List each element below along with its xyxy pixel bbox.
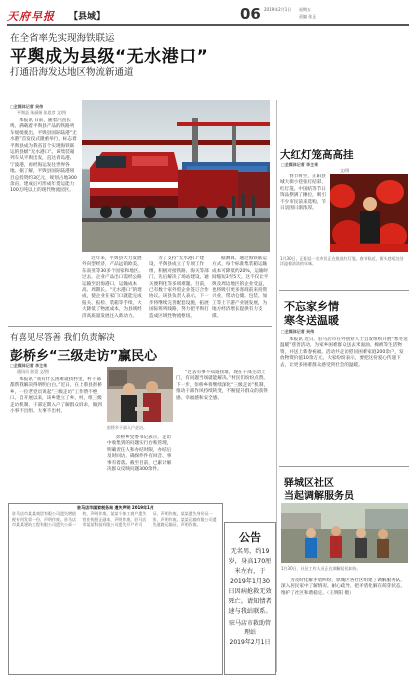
- sidebar-top-rule: [276, 100, 277, 672]
- lead-byline: □全媒体记者 吴伟: [10, 104, 44, 109]
- visit-photo: [107, 367, 173, 422]
- second-col-1: [10, 377, 104, 500]
- mediation-photo: [281, 503, 408, 563]
- lead-divider: [8, 326, 272, 327]
- second-col-3: [176, 370, 272, 500]
- hometown-headline-1: 不忘家乡情: [284, 300, 339, 313]
- lead-credits: 平舆县 朱丽娟 张思彦 文/图: [17, 110, 67, 115]
- sidebar-divider-1: [279, 290, 409, 291]
- notice-body: 无名男，约19岁，身高170厘米左右，于2019年1月30日因病抢救无效死亡。请知情者速与我站联系。: [228, 548, 272, 615]
- train-photo: [82, 100, 270, 252]
- lead-col-1-text: 本报讯 日前，随着汽笛长鸣，满载着平舆县产品的铁路列车缓缓驶出，平舆县国际陆港“无水港”首发仪式隆重举行，标志着平舆县成为我省首个实现海铁联运的县级“无水港口”。该集装箱列车从平舆出发，直达青岛港、宁波港，再经海运发往世界各地。据了解，平舆县国际陆港项目总投资约3亿元，规划占地300余亩，建成后可形成年货运能力100万吨以上的现代物流园区。: [10, 118, 77, 194]
- lead-col-3-text: 为了支持“无水港口”建设，平舆县成立了专项工作组，积极对接铁路、海关等部门，先后解决了场站建设、通关便利化等多项难题。目前，已有数十家外贸企业签订合作协议。该县负责人表示，下一步将继续完善配套设施，拓展国际班列线路，努力把平舆打造成区域性物流枢纽。: [149, 256, 209, 319]
- second-headline: 彭桥乡“三级走访”赢民心: [10, 349, 158, 364]
- lead-col-4: [212, 256, 270, 320]
- page-number: 06: [240, 5, 261, 23]
- lead-col-1: [10, 118, 77, 320]
- lead-col-4-text: 据测算，通过海铁联运方式，每个标准集装箱运输成本可降低约20%，运输时间缩短3至5天。这不仅让平舆及周边地区的企业受益，也将吸引更多客商前来投资兴业，带动仓储、包装、加工等上下游产业链发展，为地方经济增长提供有力支撑。: [212, 256, 269, 319]
- notice-org: 驻马店市救助管理站: [228, 620, 271, 636]
- mediation-illustration: [281, 503, 408, 563]
- notice-date: 2019年2月1日: [229, 639, 271, 646]
- visit-photo-caption: 彭桥乡干部入户走访。: [107, 425, 147, 430]
- second-col-2: [107, 435, 173, 500]
- lead-headline-main: 平舆成为县级: [10, 47, 115, 67]
- section-label: 【县域】: [69, 12, 106, 22]
- notice-title: 公告: [239, 531, 261, 544]
- mediation-photo-caption: 1月30日，社区工作人员正在调解居民纠纷。: [281, 566, 361, 571]
- sidebar-divider-2: [279, 466, 409, 467]
- issue-weekday: 星期五: [299, 7, 311, 12]
- second-byline: □全媒体记者 李主来: [10, 363, 48, 368]
- mediation-body-text: 为及时化解矛盾纠纷，驿城区各社区组建了调解服务队，深入居民家中了解情况、耐心疏导，把矛盾化解在萌芽状态，维护了社区和谐稳定。（王明阳 摄）: [281, 578, 406, 596]
- lantern-photo-caption: 1月30日，正阳县一名市民正在挑选红灯笼。春节临近，街头巷尾处处洋溢着浓浓的年味。: [280, 256, 404, 267]
- lantern-caption: [280, 174, 327, 252]
- notice-box: [224, 522, 276, 675]
- page-editor: 责编 张正: [299, 14, 317, 19]
- mediation-headline-2: 当起调解服务员: [284, 491, 354, 502]
- lead-kicker: 在全省率先实现海铁联运: [10, 33, 115, 44]
- lantern-credits: 文/图: [340, 168, 350, 173]
- second-credits: 通讯员 彭壹 文/图: [17, 369, 49, 374]
- lantern-illustration: [330, 174, 408, 252]
- header-rule: [7, 24, 409, 26]
- lantern-photo: [330, 174, 408, 252]
- mediation-headline-1: 驿城区社区: [284, 478, 334, 489]
- second-kicker: 有喜见尽答善 我们负责解决: [10, 333, 115, 343]
- lead-col-3: [149, 256, 209, 320]
- lantern-headline: 大红灯笼高高挂: [280, 149, 354, 161]
- lead-subhead: 打通沿海发达地区物流新通道: [10, 67, 134, 78]
- lantern-body: 春节将至，正阳县城大街小巷张灯结彩，红灯笼、中国结等节日饰品摆满了摊位，吸引不少市民前来选购，节日氛围日渐浓厚。: [280, 174, 326, 212]
- lead-col-2: [82, 256, 146, 320]
- classified-box: [8, 503, 223, 675]
- lead-headline-quote: “无水港口”: [115, 47, 209, 67]
- hometown-body-text: 本报讯 近日，驻马店市在外创业人士自发组织开展“寒冬送温暖”慈善活动，为家乡困难群众送去米面油、棉被等生活物资，并送上新春祝福。活动共走访慰问困难家庭200余户，发放物资价值10余万元。大家纷纷表示，要把这份爱心传递下去，让更多困难群众感受到社会的温暖。: [280, 337, 408, 368]
- masthead: [7, 4, 409, 24]
- classified-body: 驻马店市某某商贸有限公司遗失增值税专用发票一份，声明作废。驻马店市某某建筑工程有限公司遗失公章一枚，声明作废。某某个体工商户遗失营业执照正副本，声明作废。驻马店市某某科技有限公司遗失开户许可证，声明作废。某某遗失身份证一张，声明作废。某某运输有限公司遗失道路运输证，声明作废。: [12, 511, 217, 528]
- second-col-1-text: 本报讯 “我有什么困难就找村里，村干部都帮我解决得明明白白。”近日，在上蔡县彭桥乡，一位老党员说起“三级走访”工作赞不绝口。自开展以来，该乡建立了乡、村、组三级走访机制，干部定期入户了解群众诉求，做到小事不出组、大事不出村。: [10, 377, 102, 415]
- hometown-headline-2: 寒冬送温暖: [284, 314, 339, 327]
- visit-illustration: [107, 367, 173, 422]
- hometown-byline: □全媒体记者 吴伟: [281, 329, 315, 334]
- mediation-body: [281, 578, 408, 672]
- lantern-byline: □全媒体记者 李主来: [281, 162, 319, 167]
- second-col-2-text: 彭桥乡党委书记表示，走访中收集到的问题实行台账管理，明确责任人和办结时限，办结后及时回访，确保件件有回音、事事有着落。截至目前，已累计解决群众反映问题300余件。: [107, 435, 172, 473]
- classified-title: 驻马店市国家税务局 遗失声明 2019年1月: [77, 505, 154, 510]
- issue-date: 2019年2月1日: [264, 7, 292, 12]
- newspaper-logo: 天府早报: [7, 10, 55, 23]
- second-col-3-text: “过去有事不知道找谁，现在干部主动上门，有问题当场就能解决。”村民们纷纷点赞。下一步，彭桥乡将继续深化“三级走访”机制，推动干部作风持续转变，不断提升群众的获得感、幸福感和安全感。: [176, 370, 269, 401]
- hometown-body: [280, 337, 408, 461]
- train-illustration: [82, 100, 270, 252]
- lead-col-2-text: 近年来，平舆县大力发展外向型经济，产品远销欧美、东南亚等30多个国家和地区。过去，企业产品出口需经公路运输至沿海港口，运输成本高、周期长。“无水港口”的建成，使企业在家门口就能完成报关、报检、装箱等手续，大大降低了物流成本，为县域经济高质量发展注入新动力。: [82, 256, 143, 319]
